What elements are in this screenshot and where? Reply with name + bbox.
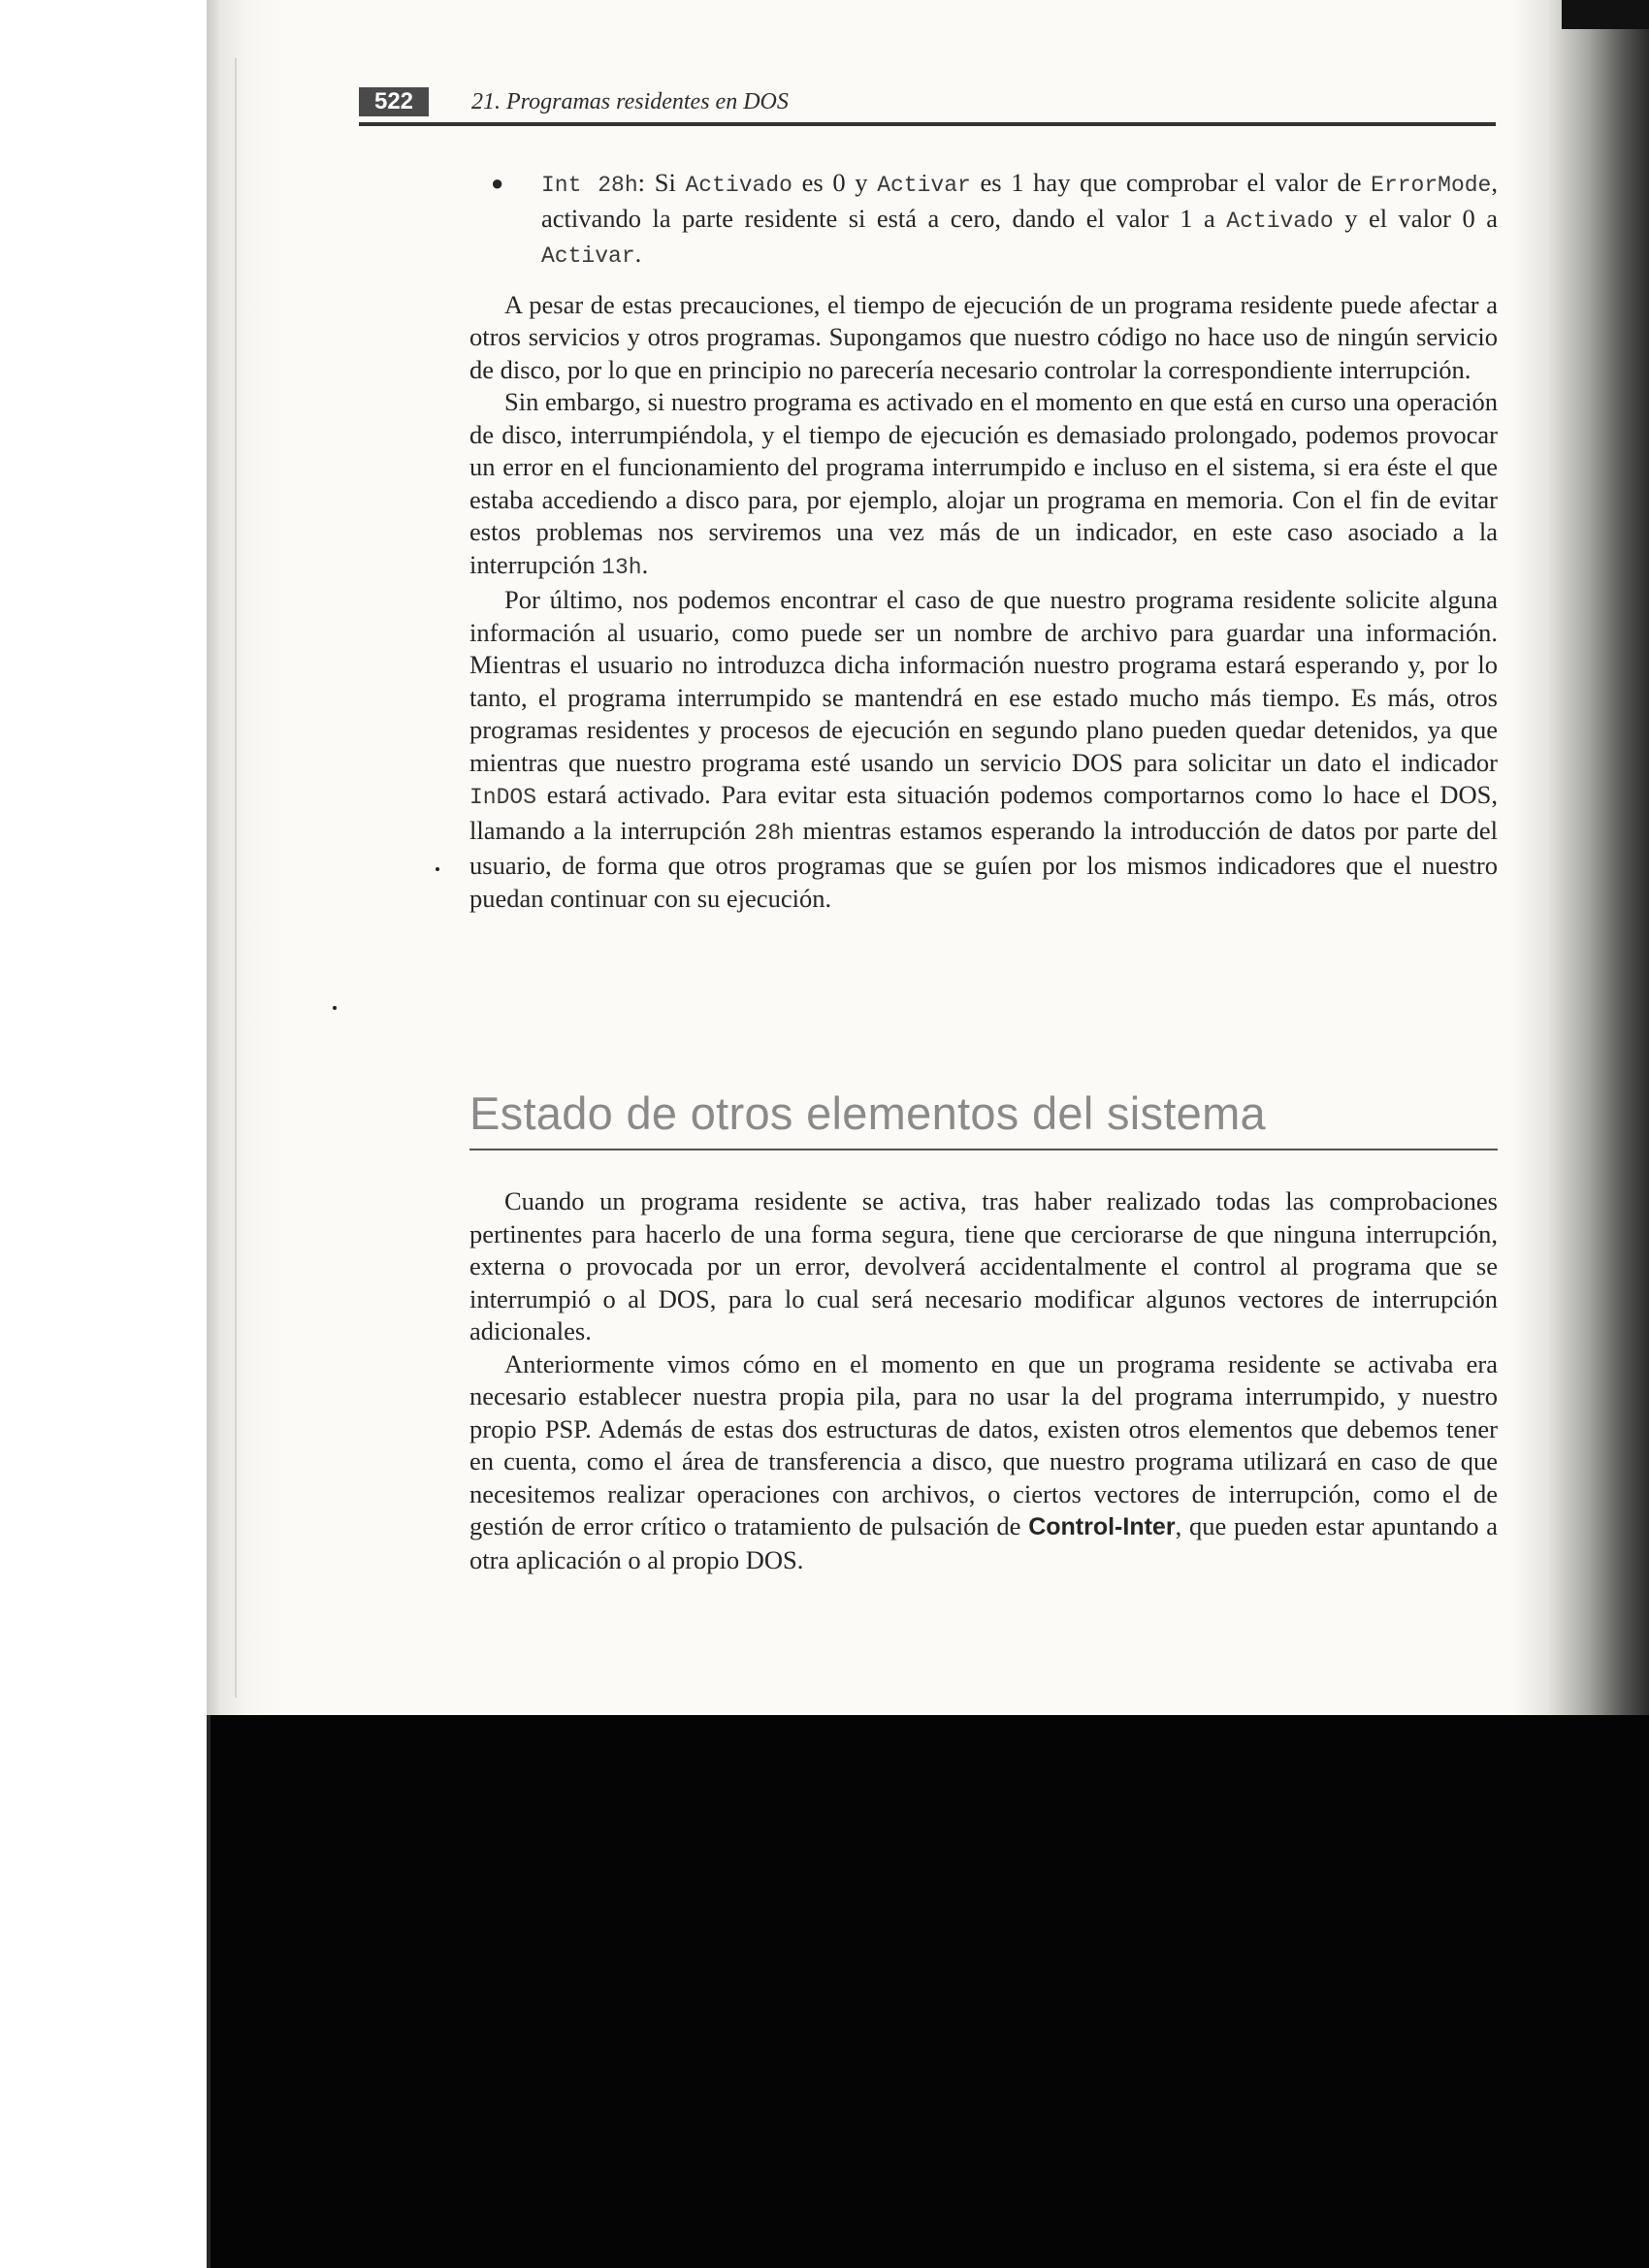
bullet-item [469,167,1498,274]
paragraph-3 [469,584,1498,915]
book-spine-edge [206,0,283,1717]
paragraph-2 [469,386,1498,584]
paragraph-text: Anteriormente vimos cómo en el momento en que un programa residente se activaba era necesario establecer nuestra propia pila, para no usar la del programa interrumpido, y nuestro propio PSP. Además de estas dos estructuras de datos, existen otros elementos que debemos tener en cuenta, como el área de transferencia a disco, que nuestro programa utilizará en caso de que necesitemos realizar operaciones con archivos, o ciertos vectores de interrupción, como el de gestión de error crítico o tratamiento de pulsación de [469,1348,1498,1540]
scanner-corner-shadow [1562,0,1649,29]
scanner-left-margin-lower [0,0,207,2268]
body-text [469,167,1498,915]
section-title: Estado de otros elementos del sistema [469,1087,1266,1139]
key-control-inter: Control-Inter [1028,1513,1176,1540]
scanner-bed-edge [207,1715,210,2268]
code-activar: Activar [877,173,971,198]
paragraph-1: A pesar de estas precauciones, el tiempo de ejecución de un programa residente puede afectar a otros servicios y otros programas. Supongamos que nuestro código no hace uso de ningún servicio de disco, por lo que en principio no parecería necesario controlar la correspondiente interrupción. [469,289,1498,384]
paragraph-text: Sin embargo, si nuestro programa es activado en el momento en que está en curso una operación de disco, interrumpiéndola, y el tiempo de ejecución es demasiado prolongado, podemos provocar un error en el funcionamiento del programa interrumpido e incluso en el sistema, si era éste el que estaba accediendo a disco para, por ejemplo, alojar un programa en memoria. Con el fin de evitar estos problemas nos serviremos una vez más de un indicador, en este caso asociado a la interrupción [469,387,1498,579]
code-errormode: ErrorMode [1371,173,1492,198]
code-activado: Activado [1226,208,1334,234]
bullet-text: . [634,239,642,268]
code-indos: InDOS [469,785,537,810]
code-activado: Activado [685,173,792,198]
paragraph-text: Por último, nos podemos encontrar el caso de que nuestro programa residente solicite alguna información al usuario, como puede ser un nombre de archivo para guardar una información. Mientras el usuario no introduzca dicha información nuestro programa estará esperando y, por lo tanto, el programa interrumpido se mantendrá en ese estado mucho más tiempo. Es más, otros programas residentes y procesos de ejecución en segundo plano pueden quedar detenidos, ya que mientras que nuestro programa esté usando un servicio DOS para solicitar un dato el indicador [469,585,1498,777]
paragraph-text: . [641,549,649,579]
bullet-dot-icon: ● [491,171,504,195]
section-rule [469,1149,1498,1150]
paragraph-text: mientras estamos esperando la introducción de datos por parte del usuario, de forma que otros programas que se guíen por los mismos indicadores que el nuestro puedan continuar con su ejecución. [469,815,1499,913]
bullet-text: , activando la parte residente si está a cero, dando el valor 1 a [541,168,1498,233]
bullet-text: es 1 hay que comprobar el valor de [970,168,1372,197]
code-activar: Activar [541,243,635,269]
scanner-bed-background [0,1715,1649,2268]
bullet-text: es 0 y [792,168,878,197]
bullet-text: y el valor 0 a [1333,203,1498,233]
header-rule [359,122,1496,126]
gutter-shadow [1513,0,1649,1717]
section-paragraph-1: Cuando un programa residente se activa, tras haber realizado todas las comprobaciones pertinentes para hacerlo de una forma segura, tiene que cerciorarse de que ninguna interrupción, externa o provocada por un error, devolverá accidentalmente el control al programa que se interrumpió o al DOS, para lo cual será necesario modificar algunos vectores de interrupción adicionales. [469,1186,1498,1345]
code-int28h: Int 28h [541,173,638,198]
scan-speck [333,1006,337,1010]
code-13h: 13h [601,554,642,580]
running-header [359,87,1494,126]
paragraph-text: , que pueden estar apuntando a otra aplicación o al propio DOS. [469,1511,1498,1574]
code-28h: 28h [754,820,794,846]
scan-speck [436,867,439,871]
running-head: 21. Programas residentes en DOS [471,89,789,114]
paragraph-text: estará activado. Para evitar esta situación podemos comportarnos como lo hace el DOS, llamando a la interrupción [469,780,1498,845]
section-paragraph-2 [469,1348,1498,1577]
page-number: 522 [359,87,429,116]
section-body-text [469,1185,1498,1576]
bullet-text: : Si [637,168,686,197]
